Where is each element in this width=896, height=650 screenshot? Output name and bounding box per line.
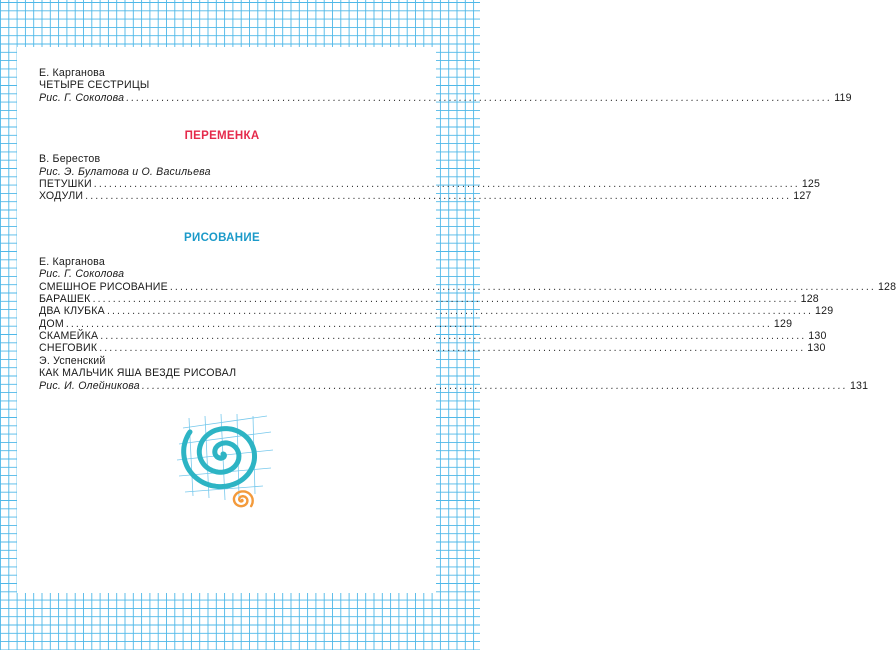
page-number: 127: [793, 190, 812, 203]
leader-dots: ............................................................................................................................................: [100, 330, 807, 343]
page-number: 129: [815, 305, 834, 318]
entry-label: Рис. Г. Соколова: [39, 91, 125, 104]
leader-dots: ............................................................................................................................................: [65, 317, 772, 330]
entry-label: ХОДУЛИ: [39, 190, 84, 203]
entry-label: СНЕГОВИК: [39, 342, 98, 355]
leader-dots: ............................................................................................................................................: [141, 379, 848, 392]
teal-spiral-icon: [184, 429, 255, 487]
entry-label: ДОМ: [39, 317, 64, 330]
illustrator-line: Рис. Э. Булатова и О. Васильева: [39, 165, 211, 178]
page-number: 130: [808, 330, 827, 343]
entry-label: ПЕТУШКИ: [39, 177, 92, 190]
illustrator-line: Рис. Г. Соколова: [39, 268, 125, 281]
toc-entry[interactable]: [39, 292, 819, 305]
spiral-decoration: [163, 408, 283, 516]
toc-entry[interactable]: [39, 330, 827, 343]
toc-entry[interactable]: [39, 342, 826, 355]
page-number: 131: [849, 379, 869, 392]
leader-dots: ............................................................................................................................................: [99, 342, 806, 355]
leader-dots: ............................................................................................................................................: [106, 305, 814, 318]
page-number: 125: [801, 177, 821, 190]
author-line: В. Берестов: [39, 153, 101, 166]
page-number: 129: [773, 317, 793, 330]
leader-dots: ............................................................................................................................................: [93, 177, 800, 190]
section-heading-risovanie: РИСОВАНИЕ: [184, 231, 260, 244]
leader-dots: ............................................................................................................................................: [126, 91, 833, 104]
author-line: Э. Успенский: [39, 354, 106, 367]
leader-dots: ............................................................................................................................................: [169, 280, 876, 293]
section-intro: [39, 67, 852, 104]
title-line: КАК МАЛЬЧИК ЯША ВЕЗДЕ РИСОВАЛ: [39, 367, 237, 380]
page-number: 128: [800, 292, 819, 305]
toc-entry[interactable]: [39, 91, 852, 104]
section-peremenka: [39, 153, 821, 203]
entry-label: ДВА КЛУБКА: [39, 305, 105, 318]
leader-dots: ............................................................................................................................................: [92, 292, 799, 305]
toc-entry[interactable]: [39, 379, 869, 392]
title-line: ЧЕТЫРЕ СЕСТРИЦЫ: [39, 79, 150, 92]
section-heading-peremenka: ПЕРЕМЕНКА: [184, 130, 260, 143]
toc-entry[interactable]: [39, 317, 793, 330]
table-of-contents: [39, 67, 896, 392]
author-line: Е. Карганова: [39, 255, 105, 268]
toc-entry[interactable]: [39, 305, 834, 318]
author-line: Е. Карганова: [39, 67, 105, 79]
entry-label: Рис. И. Олейникова: [39, 379, 140, 392]
entry-label: БАРАШЕК: [39, 292, 91, 305]
entry-label: СМЕШНОЕ РИСОВАНИЕ: [39, 280, 168, 293]
toc-entry[interactable]: [39, 177, 821, 190]
entry-label: СКАМЕЙКА: [39, 330, 99, 343]
toc-entry[interactable]: [39, 190, 812, 203]
page-number: 128: [877, 280, 896, 293]
page-number: 119: [834, 91, 852, 104]
section-risovanie: [39, 255, 896, 392]
page-number: 130: [807, 342, 826, 355]
orange-spiral-icon: [234, 491, 253, 506]
leader-dots: ............................................................................................................................................: [85, 190, 792, 203]
toc-entry[interactable]: [39, 280, 896, 293]
